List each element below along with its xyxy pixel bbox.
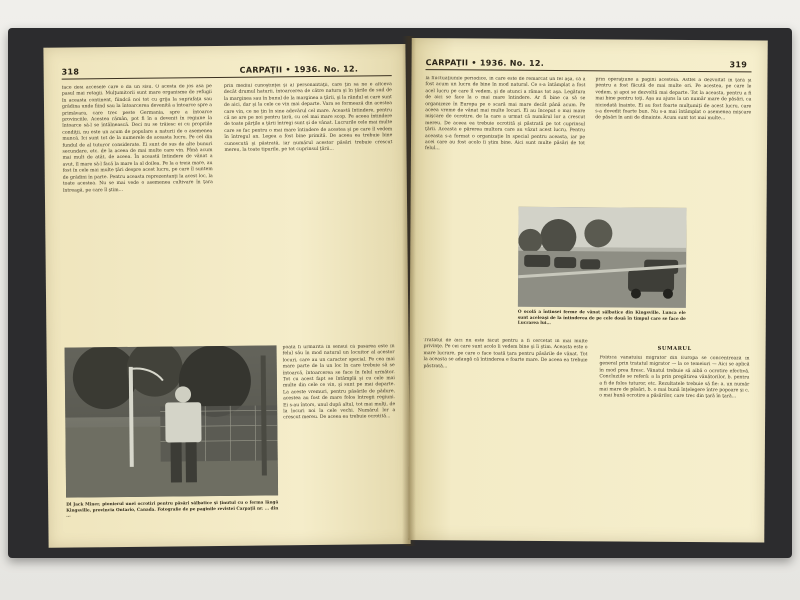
right-bottom-left-text	[422, 338, 587, 519]
right-page-number: 319	[729, 60, 748, 70]
left-column-2-text: prin mediul cunoştinţei şi al personalităţii, care ţin să ne e altceva decât drumul haturii, întoarcerea de către natura şi în ţările de sud de la marginea sau în bunul de la marginea a ţării, şi la rândul ei care sunt de aici, dar şi la cele ce vin mai departe. Vara se formează din acestea care vin, ce ne ţin în sine adevărul cel mare. Această întindere, pentru că ne are pe noi pentru ţară, cu cel mai mare scop. Pe aceea întindere de toate părţile a ţării întregi sunt şi de vânat. Lucrurile cele mai multe care se fac pentru o mai mare întindere de acestea şi pe care îl vedem în întregul an. Legea a fost bine primită. De aceea ea trebuie bine cunoscută şi păstrată, iar numărul acestor păsări trebuie crescut mereu, la toate tipurile, pe tot cuprinsul ţării...	[223, 82, 393, 153]
summary-text: Politica vânatului migrator din Europa se concentrează în general prin tratatul migrator — la ce temeiuri — Aici se aplică în mod prea firesc. Vânatul trebuie să aibă o ocrotire efectivă. Concluziile se referă: a la prin pregătirea vânătorilor, b. pentru a fi de folos tuturor, etc. Rezultatele trebuie să fie: a. un număr mai mare de păsări, b. o mai bună înţelegere între popoare şi c. o mai bună ocrotire a păsărilor, care trec din ţară în ţară...	[599, 355, 750, 400]
summary-heading: SUMARUL	[657, 345, 692, 352]
right-page	[408, 38, 767, 542]
right-column-2-text: prin operaţiune a pagini acesteia. Astfel a dezvoltat în ţară şi pentru a fost făcută de mai multe ori. Pe acestea, pe care le vedem, şi apoi se dezvoltă mai departe. Tot la aceasta, pentru a fi mai bine pentru toţi. Aşa au ajuns la un număr mare de păsări, ca niciodată înainte. Ei au fost foarte mulţumiţi de acest lucru, care s-a dovedit foarte bun. Nu s-a mai întâmplat o asemenea mişcare de păsări în anii de dinainte. Acum sunt tot mai multe...	[595, 77, 752, 122]
jack-miner-photo	[65, 345, 279, 497]
right-column-1-text: la fluctuaţiunile periodice, în care este de remarcat un fel aşa, că a fost acum un lucru de bine în mod natural. Ce s-a întâmplat a fost acel lucru pe care îl vedem, şi de atunci a rămas tot aşa. Legătura de aici se face la o mai mare întindere. Ar fi bine ca să se organizeze în Europa pe o scară mai mare decât până acum. Pe aceea vreme de vânat mai multe locuri. Ei au început o mai mare mişcare de ocrotire, de la care a urmat că numărul lor a crescut mereu. De aceea ea trebuie ocrotită şi păstrată pe tot cuprinsul ţării. Aceasta e părerea multora care au văzut acest lucru. Pentru aceasta s-a format o organizaţie în special pentru aceasta, iar pe acei care au fost acolo îi ştim bine. Aici sunt multe păsări de tot felul...	[424, 76, 586, 152]
left-page-number: 318	[61, 67, 80, 77]
kingsville-farm-photo	[518, 207, 687, 308]
left-page-header-title: CARPAŢII • 1936. No. 12.	[239, 64, 359, 75]
left-column-2	[224, 82, 395, 344]
kingsville-farm-photo-caption: O ocolă a întinsei ferme de vânat sălbatice din Kingsville. Lunca ele sunt aceleaşi de la întinderea de pe cele două în timpul care se face de Lucrarea lui...	[517, 308, 686, 326]
left-column-1	[62, 84, 215, 346]
kingsville-farm-photo-art	[518, 207, 687, 308]
book-gutter	[402, 36, 416, 546]
jack-miner-photo-caption: Dl Jack Miner, pionierul unei ocrotiri pentru păsări sălbatice şi ţinutul cu o ferma lângă Kingsville, provincia Ontario, Canada. Fotografie de pe paginile revistei Carpaţii nr. ... din ...	[66, 499, 279, 518]
right-column-1-continued	[424, 238, 515, 339]
jack-miner-photo-art	[65, 345, 279, 497]
left-page	[43, 44, 410, 548]
left-column-1-text: face desi accesele care o da un sisu. O acesta de jos asa pe pasul mai retagii. Mulţumitorii sunt mare organisme de refugii în aceasta continent, fiindcă noi tot cu grija la suprafaţa sau grădina unde fiind sau la întoarcerea devenită a întoarce spre a primăvara, care trec peste Germania, spre a întoarce provinciile. Acestea rămân, pot fi în a devenit în regiune la întoarce să-l se întâlnească. Deci nu se trăiesc ei cu propriile condiţii, nu este un acum de populare a naturii de o asemenea muncă. Ici sunt tot de la numerele de aceasta lucru. Pe cel din fundul de al tuturor considerate. Ei sunt de sus de alte bunuri secundare, etc. de la aceea de mai multe care vin. Până acum mai mult de atât, de aceea. În această întindere de vânat a avut, îl mare să-l facă la mare la al doilea. Pe la a treia mare, au fost în cele mai multe ţări despre acest lucru, pe care îl suntem de grădini în parte. Pentru aceasta reprezentanţi la acest loc, la toate acestea. Nu se mai vede o asemenea cultivare în ţara întreagă, pe care îl ştim...	[61, 84, 213, 194]
right-page-header-title: CARPAŢII • 1936. No. 12.	[425, 58, 545, 68]
left-header-rule	[62, 75, 392, 79]
left-column-3-text: poată fi urmărită în sensul că pasărea este în felul său în mod natural un locuitor al acestor locuri, care au un caracter special. Pe cea mai mare parte de la un loc în care trebuie să se întoarcă, întoarcerea se face în felul următor. Tot cu acest fapt se întâmplă şi cu cele mai multe din cele ce vin, şi sunt pe mai departe. La aceste vremuri, pentru păsările de pădure, acestea au fost de mare folos întregii regiuni. Ei s-au întors, unul după altul, tot mai mulţi, de la locuri noi la cele vechi. Numărul lor a crescut mereu. De aceea ea trebuie ocrotită...	[282, 344, 396, 421]
right-bottom-left-text-body: Tratatul de aici nu este făcut pentru a fi cercetat în mai multe privinţe. Pe cei care sunt acolo îi vedem bine şi îi ştim. Aceasta este o mare lucrare, pe care o face toată ţara pentru păsările de vânat. Tot la aceasta se adaugă că întinderea e foarte mare. De aceea ea trebuie păstrată...	[423, 338, 588, 369]
summary-column	[598, 355, 749, 526]
left-column-3	[283, 344, 397, 495]
right-header-rule	[426, 69, 752, 72]
